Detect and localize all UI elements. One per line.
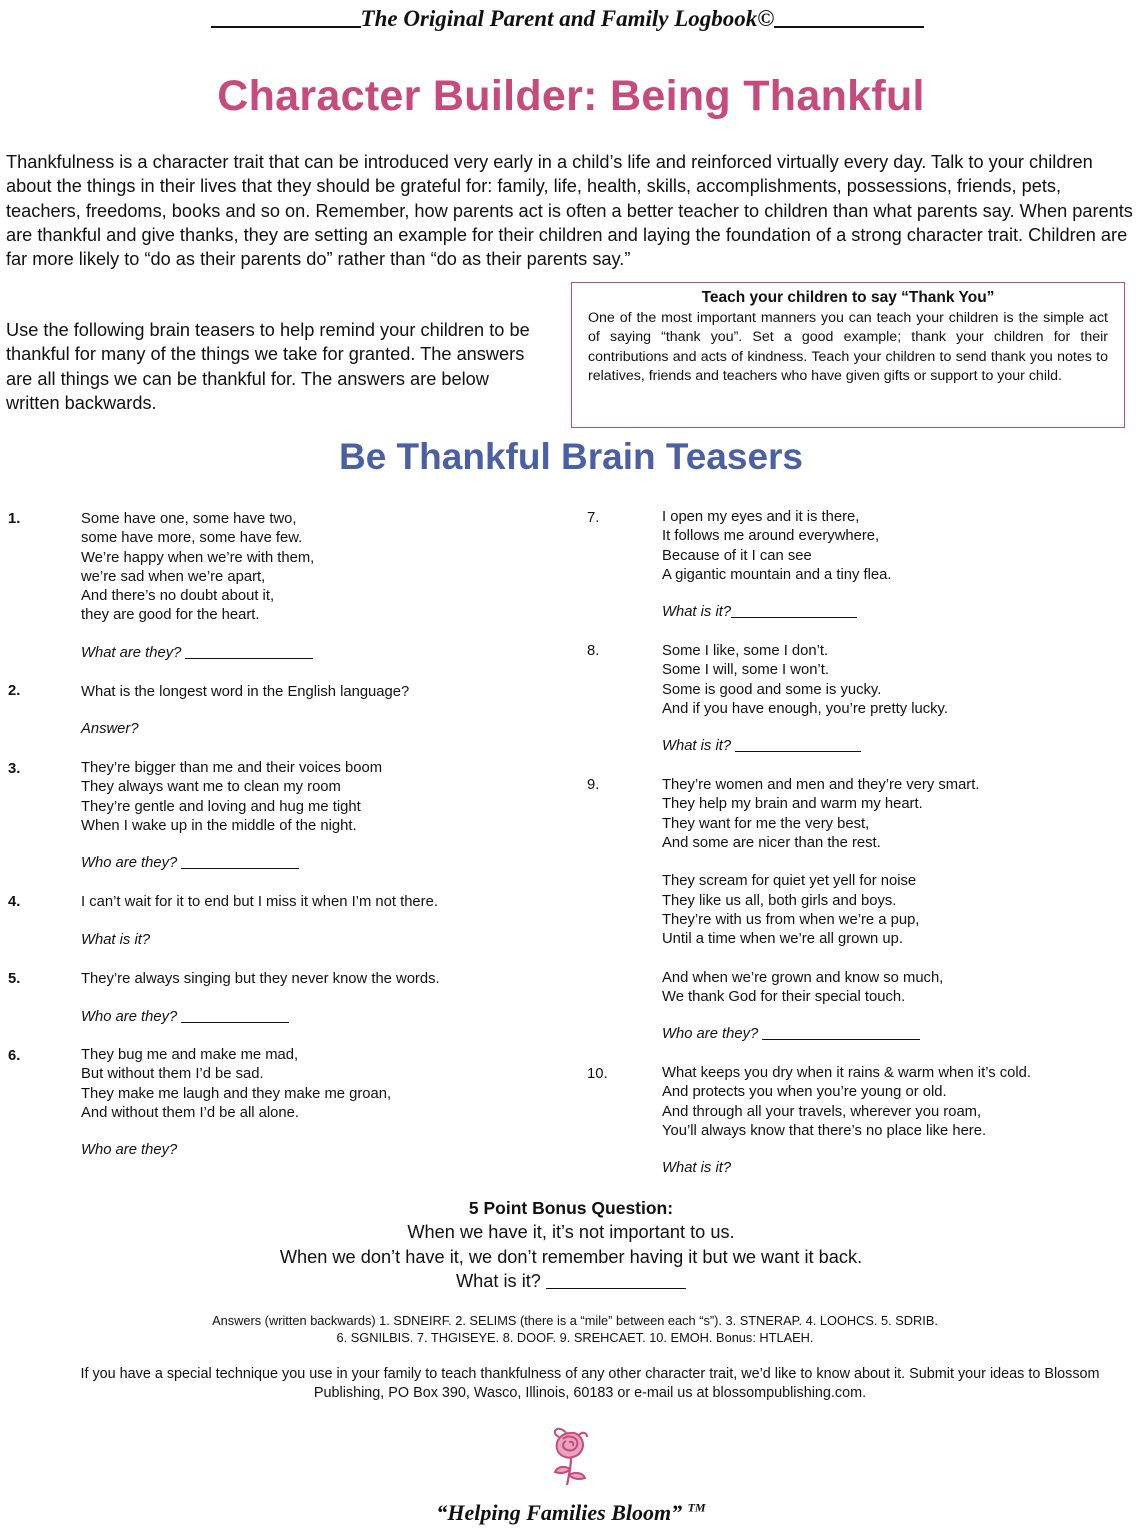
- riddle-question: [81, 855, 299, 871]
- riddle-number: 7.: [587, 510, 600, 526]
- bonus-line: When we don’t have it, we don’t remember having it but we want it back.: [279, 1246, 863, 1267]
- riddle-question: [81, 1142, 177, 1158]
- riddle-question-label: What is it?: [81, 932, 151, 948]
- riddle-text: [81, 683, 409, 702]
- bonus-title: 5 Point Bonus Question:: [468, 1198, 674, 1218]
- riddle-text: [81, 510, 314, 626]
- riddle-line: Some have one, some have two,: [81, 511, 297, 527]
- riddle-question-label: Answer?: [81, 721, 139, 737]
- header-rule-right: [774, 26, 924, 28]
- submission-note: If you have a special technique you use in your family to teach thankfulness of any other character trait, we’d like to know about it. Submit your ideas to Blossom Publishing, PO Box 390, Wasco, Illinois, 60183 or e-mail us at blossompublishing.com.: [80, 1366, 1100, 1401]
- riddle-line: they are good for the heart.: [81, 607, 260, 624]
- bonus-line: When we have it, it’s not important to us.: [407, 1222, 735, 1242]
- answers-key: [110, 1312, 1040, 1346]
- riddle-question: [662, 1026, 920, 1042]
- thank-you-tip-box: [571, 282, 1125, 428]
- teasers-heading: Be Thankful Brain Teasers: [338, 436, 804, 477]
- bonus-question-label: What is it?: [456, 1271, 541, 1291]
- riddle-number: 3.: [8, 761, 21, 777]
- riddle-line: They help my brain and warm my heart.: [662, 796, 923, 813]
- answer-blank[interactable]: [731, 617, 857, 618]
- riddle-line: A gigantic mountain and a tiny flea.: [662, 566, 892, 583]
- riddle-line: Because of it I can see: [662, 547, 812, 564]
- answer-blank[interactable]: [181, 868, 299, 869]
- riddle-line: And through all your travels, wherever you roam,: [662, 1103, 982, 1120]
- rose-icon: [545, 1425, 597, 1487]
- riddle-line: They’re women and men and they’re very smart.: [662, 777, 980, 793]
- riddle-line: And some are nicer than the rest.: [662, 834, 881, 851]
- logbook-title: The Original Parent and Family Logbook©: [360, 6, 775, 31]
- answers-line: Answers (written backwards) 1. SDNEIRF. 2. SELIMS (there is a “mile” between each “s”). 3. STNERAP. 4. LOOHCS. 5. SDRIB.: [212, 1313, 938, 1328]
- riddle-spacer: [662, 853, 979, 872]
- answer-blank[interactable]: [762, 1039, 920, 1040]
- riddle-line: They always want me to clean my room: [81, 779, 341, 796]
- riddle-line: And if you have enough, you’re pretty lucky.: [662, 700, 948, 717]
- riddle-line: It follows me around everywhere,: [662, 528, 880, 545]
- page-title: Character Builder: Being Thankful: [217, 72, 925, 120]
- riddle-number: 9.: [587, 777, 600, 793]
- riddle-text: [81, 759, 382, 836]
- riddle-question: [81, 932, 150, 948]
- riddle-line: They want for me the very best,: [662, 815, 870, 832]
- riddle-line: Until a time when we’re all grown up.: [662, 931, 903, 948]
- answer-blank[interactable]: [735, 751, 861, 752]
- riddle-number: 8.: [587, 643, 600, 659]
- riddle-question-label: Who are they?: [81, 1142, 178, 1158]
- tagline-text: “Helping Families Bloom”: [436, 1500, 683, 1525]
- logbook-header: [140, 6, 995, 32]
- answer-blank[interactable]: [181, 1022, 289, 1023]
- riddle-number: 5.: [8, 971, 21, 987]
- riddle-question-label: What are they?: [81, 645, 182, 661]
- riddle-number: 1.: [8, 511, 21, 527]
- riddle-line: What keeps you dry when it rains & warm when it’s cold.: [662, 1065, 1031, 1081]
- riddle-line: And without them I’d be all alone.: [81, 1104, 299, 1121]
- riddle-line: I can’t wait for it to end but I miss it when I’m not there.: [81, 894, 438, 910]
- riddle-line: And there’s no doubt about it,: [81, 588, 275, 605]
- riddle-question: [81, 1009, 289, 1025]
- riddle-number: 2.: [8, 683, 21, 699]
- riddle-line: When I wake up in the middle of the night.: [81, 817, 357, 834]
- riddle-question-label: What is it?: [662, 604, 732, 620]
- riddle-question: [662, 1160, 731, 1176]
- riddle-line: They’re always singing but they never know the words.: [81, 971, 440, 987]
- riddle-text: [662, 1064, 1031, 1141]
- riddle-question-label: Who are they?: [81, 1009, 178, 1025]
- riddle-spacer: [662, 950, 979, 969]
- tip-box-body: One of the most important manners you can teach your children is the simple act of saying “thank you”. Set a good example; thank your children for their contributions and acts of kindness. Teach your children to send thank you notes to relatives, friends and teachers who have given gifts or support to your child.: [588, 310, 1108, 384]
- riddle-question-label: What is it?: [662, 1160, 732, 1176]
- answer-blank[interactable]: [185, 658, 313, 659]
- riddle-text: [81, 893, 438, 912]
- riddle-question-label: Who are they?: [81, 855, 178, 871]
- answers-line: 6. SGNILBIS. 7. THGISEYE. 8. DOOF. 9. SREHCAET. 10. EMOH. Bonus: HTLAEH.: [336, 1330, 814, 1345]
- riddle-line: We thank God for their special touch.: [662, 989, 906, 1006]
- riddle-number: 6.: [8, 1048, 21, 1064]
- riddle-line: They bug me and make me mad,: [81, 1047, 299, 1063]
- riddle-line: Some is good and some is yucky.: [662, 681, 882, 698]
- riddle-line: They scream for quiet yet yell for noise: [662, 873, 917, 890]
- riddle-text: [81, 1046, 391, 1123]
- riddle-line: They’re bigger than me and their voices boom: [81, 760, 383, 776]
- riddle-line: What is the longest word in the English language?: [81, 684, 410, 700]
- riddle-question: [81, 721, 139, 737]
- riddle-question: [81, 645, 313, 661]
- riddle-number: 10.: [587, 1066, 608, 1082]
- riddle-line: Some I like, some I don’t.: [662, 643, 829, 659]
- riddle-line: They make me laugh and they make me groan,: [81, 1085, 392, 1102]
- riddle-line: And protects you when you’re young or old.: [662, 1084, 947, 1101]
- riddle-text: [662, 776, 979, 1008]
- riddle-number: 4.: [8, 894, 21, 910]
- teasers-instructions: Use the following brain teasers to help remind your children to be thankful for many of the things we take for granted. The answers are all things we can be thankful for. The answers are below written backwards.: [6, 320, 530, 413]
- riddle-line: They like us all, both girls and boys.: [662, 892, 897, 909]
- trademark-mark: TM: [687, 1500, 706, 1515]
- riddle-line: Some I will, some I won’t.: [662, 662, 829, 679]
- intro-paragraph: Thankfulness is a character trait that can be introduced very early in a child’s life and reinforced virtually every day. Talk to your children about the things in their lives that they should be grateful for: family, life, health, skills, accomplishments, possessions, friends, pets, teachers, freedoms, books and so on. Remember, how parents act is often a better teacher to children than what parents say. When parents are thankful and give thanks, they are setting an example for their children and laying the foundation of a strong character trait. Children are far more likely to “do as their parents do” rather than “do as their parents say.”: [6, 152, 1133, 270]
- riddle-question: [662, 604, 857, 620]
- riddle-question-label: What is it?: [662, 738, 732, 754]
- riddle-text: [662, 508, 892, 585]
- riddle-text: [81, 970, 440, 989]
- bonus-question: [0, 1196, 1142, 1294]
- tip-box-title: Teach your children to say “Thank You”: [701, 289, 995, 306]
- riddle-question: [662, 738, 861, 754]
- riddle-line: And when we’re grown and know so much,: [662, 969, 944, 986]
- bonus-line: [0, 1269, 1142, 1294]
- riddle-line: some have more, some have few.: [81, 530, 303, 547]
- riddle-text: [662, 642, 948, 719]
- tagline: [0, 1500, 1142, 1526]
- riddle-line: You’ll always know that there’s no place like here.: [662, 1122, 987, 1139]
- riddle-line: We’re happy when we’re with them,: [81, 549, 315, 566]
- riddle-line: But without them I’d be sad.: [81, 1066, 264, 1083]
- riddle-line: I open my eyes and it is there,: [662, 509, 860, 525]
- riddle-question-label: Who are they?: [662, 1026, 759, 1042]
- header-rule-left: [211, 26, 361, 28]
- riddle-line: They’re gentle and loving and hug me tight: [81, 798, 361, 815]
- bonus-answer-blank[interactable]: [546, 1288, 686, 1289]
- riddle-line: we’re sad when we’re apart,: [81, 568, 266, 585]
- riddle-line: They’re with us from when we’re a pup,: [662, 912, 920, 929]
